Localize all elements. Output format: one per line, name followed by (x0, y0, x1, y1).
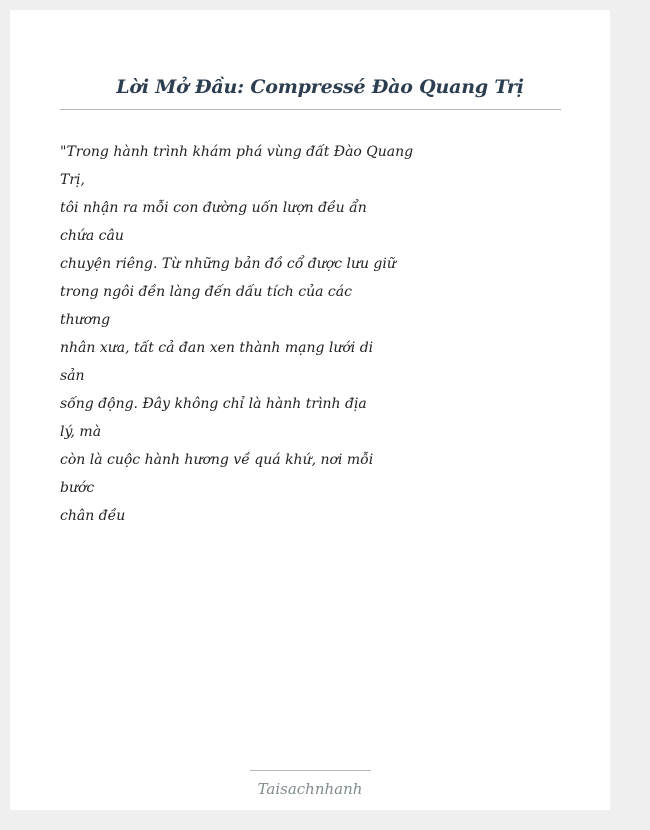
title-divider (60, 109, 561, 110)
page-title: Lời Mở Đầu: Compressé Đào Quang Trị (116, 76, 524, 98)
footer-brand: Taisachnhanh (257, 780, 363, 798)
text-line: trong ngôi đền làng đến dấu tích của các (60, 284, 352, 300)
text-line: tôi nhận ra mỗi con đường uốn lượn đều ẩn (60, 200, 367, 216)
text-line: chuyện riêng. Từ những bản đồ cổ được lưu giữ (60, 256, 396, 272)
text-line: bước (60, 480, 95, 496)
text-line: sản (60, 368, 85, 384)
text-line: chứa câu (60, 228, 124, 244)
text-line: lý, mà (60, 424, 102, 440)
text-line: sống động. Đây không chỉ là hành trình địa (60, 396, 367, 412)
text-line: Trị, (60, 172, 85, 188)
document-page (10, 10, 610, 810)
text-line: còn là cuộc hành hương về quá khứ, nơi mỗi (60, 452, 374, 468)
body-text (60, 138, 414, 530)
text-line: thương (60, 312, 111, 328)
footer-divider (250, 770, 371, 771)
text-line: "Trong hành trình khám phá vùng đất Đào Quang (60, 144, 414, 160)
text-line: nhân xưa, tất cả đan xen thành mạng lưới di (60, 340, 374, 356)
text-line: chân đều (60, 508, 126, 524)
